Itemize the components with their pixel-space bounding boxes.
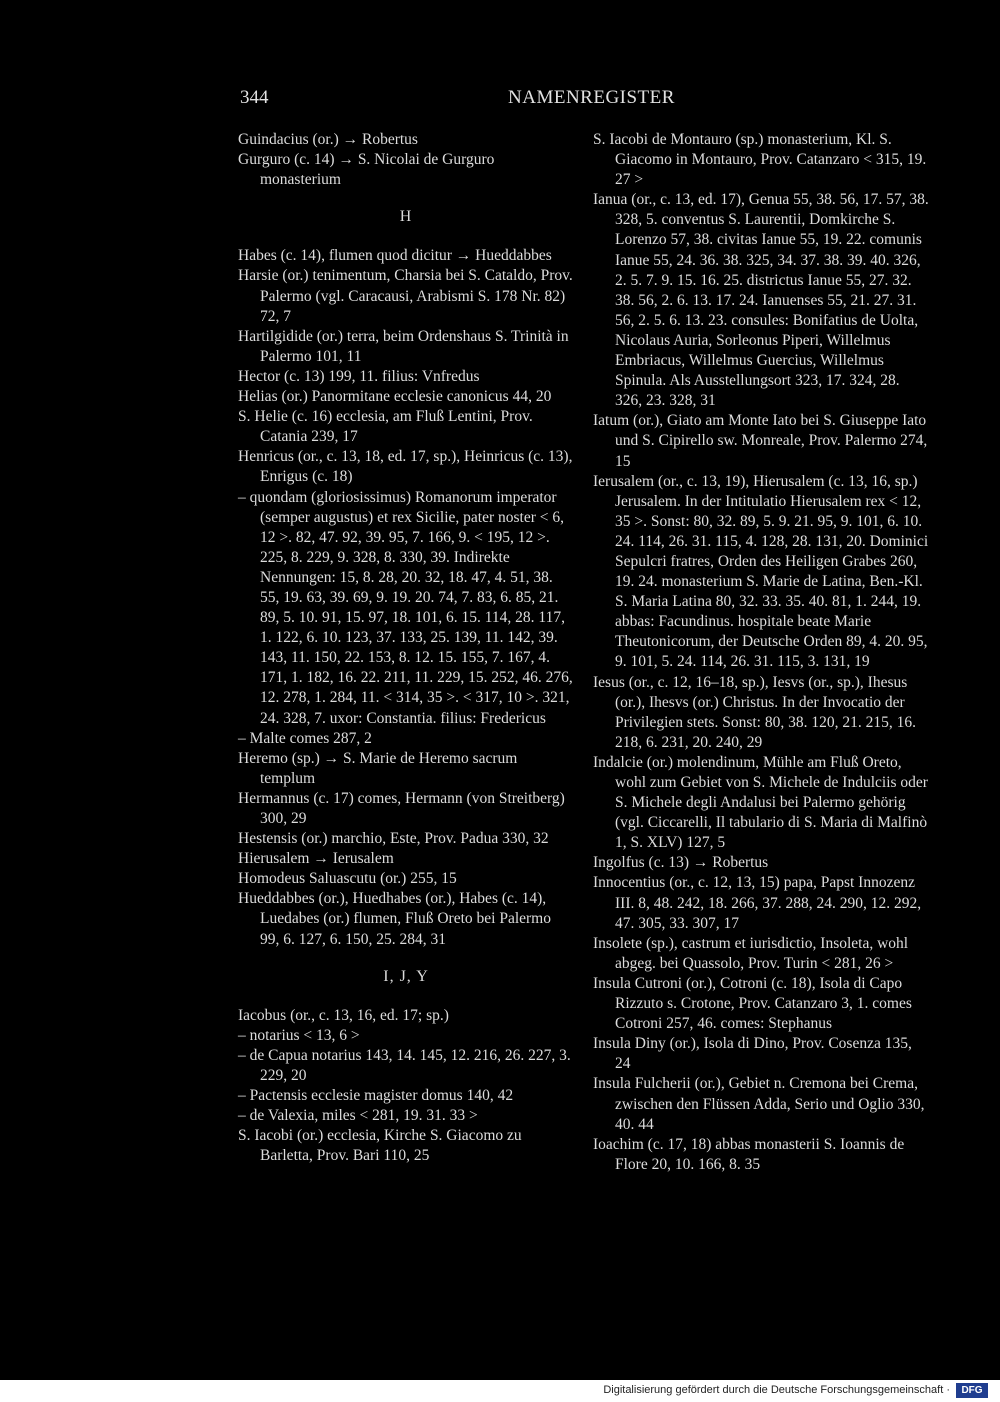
index-entry: Hector (c. 13) 199, 11. filius: Vnfredus (238, 367, 480, 385)
index-entry: S. Iacobi de Montauro (sp.) monasterium, Kl. S. Giacomo in Montauro, Prov. Catanzaro < 315, 19. 27 > (593, 131, 927, 189)
index-entry: Hestensis (or.) marchio, Este, Prov. Padua 330, 32 (238, 830, 549, 848)
index-entry: Insolete (sp.), castrum et iurisdictio, Insoleta, wohl abgeg. bei Quassolo, Prov. Turin < 281, 26 > (593, 934, 909, 972)
index-entry: Iesus (or., c. 12, 16–18, sp.), Iesvs (or., sp.), Ihesus (or.), Ihesvs (or.) Christus. In der Invocatio der Privilegien stets. Sonst: 80, 38. 120, 21. 215, 16. 218, 6. 231, 20. 240, 29 (593, 673, 916, 751)
index-entry: Hermannus (c. 17) comes, Hermann (von Streitberg) 300, 29 (238, 789, 565, 827)
index-entry: Insula Cutroni (or.), Cotroni (c. 18), Isola di Capo Rizzuto s. Crotone, Prov. Catanzaro 3, 1. comes Cotroni 257, 46. comes: Stephanus (593, 974, 912, 1033)
index-entry: – Pactensis ecclesie magister domus 140, 42 (238, 1087, 514, 1105)
index-entry: Gurguro (c. 14) → S. Nicolai de Gurguro monasterium (238, 151, 495, 189)
index-entry: Habes (c. 14), flumen quod dicitur → Hueddabbes (238, 247, 552, 265)
dfg-logo[interactable]: DFG (956, 1383, 988, 1398)
index-entry: Homodeus Saluascutu (or.) 255, 15 (238, 870, 457, 888)
index-entry: Ianua (or., c. 13, ed. 17), Genua 55, 38. 56, 17. 57, 38. 328, 5. conventus S. Laurentii, Domkirche S. Lorenzo 57, 38. civitas Ianue 55, 19. 22. comunis Ianue 55, 24. 36. 38. 325, 34. 37. 38. 39. 40. 326, 2. 5. 7. 9. 15. 16. 25. districtus Ianue 55, 27. 32. 38. 56, 2. 6. 13. 17. 24. Ianuenses 55, 21. 27. 31. 56, 2. 5. 6. 13. 23. consules: Bonifatius de Uolta, Nicolaus Auria, Sorleonus Piperi, Willelmus Embriacus, Willelmus Guercius, Willelmus Spinula. Als Ausstellungsort 323, 17. 324, 28. 326, 23. 328, 31 (593, 191, 929, 410)
index-entry: – de Valexia, miles < 281, 19. 31. 33 > (238, 1107, 478, 1125)
index-entry: Heremo (sp.) → S. Marie de Heremo sacrum templum (238, 749, 518, 787)
index-entry: Innocentius (or., c. 12, 13, 15) papa, Papst Innozenz III. 8, 48. 242, 18. 266, 37. 288, 24. 290, 12. 292, 47. 305, 33. 307, 17 (593, 874, 922, 932)
index-entry: Guindacius (or.) → Robertus (238, 131, 418, 148)
running-head: NAMENREGISTER (508, 87, 675, 108)
section-heading: H (399, 208, 413, 226)
index-entry: Harsie (or.) tenimentum, Charsia bei S. Cataldo, Prov. Palermo (vgl. Caracausi, Arabismi S. 178 Nr. 82) 72, 7 (238, 267, 573, 325)
index-entry: Hueddabbes (or.), Huedhabes (or.), Habes (c. 14), Luedabes (or.) flumen, Fluß Oreto bei Palermo 99, 6. 127, 6. 150, 25. 284, 31 (238, 890, 551, 948)
index-entry: – notarius < 13, 6 > (238, 1026, 360, 1044)
index-entry: Insula Diny (or.), Isola di Dino, Prov. Cosenza 135, 24 (593, 1035, 912, 1073)
left-column (238, 130, 574, 1167)
index-entry: Insula Fulcherii (or.), Gebiet n. Cremona bei Crema, zwischen den Flüssen Adda, Serio und Oglio 330, 40. 44 (593, 1075, 925, 1133)
index-entry: Henricus (or., c. 13, 18, ed. 17, sp.), Heinricus (c. 13), Enrigus (c. 18) (238, 448, 573, 486)
page-number: 344 (240, 87, 269, 108)
right-column (593, 130, 930, 1175)
index-entry: Ingolfus (c. 13) → Robertus (593, 854, 769, 872)
index-entry: Iatum (or.), Giato am Monte Iato bei S. Giuseppe Iato und S. Cipirello sw. Monreale, Prov. Palermo 274, 15 (593, 412, 928, 470)
index-entry: Iacobus (or., c. 13, 16, ed. 17; sp.) (238, 1006, 449, 1024)
index-entry: – de Capua notarius 143, 14. 145, 12. 216, 26. 227, 3. 229, 20 (238, 1046, 571, 1085)
index-entry: Indalcie (or.) molendinum, Mühle am Fluß Oreto, wohl zum Gebiet von S. Michele de Indulciis oder S. Michele degli Andalusi bei Palermo gehörig (vgl. Ciccarelli, Il tabulario di S. Maria di Malfinò 1, S. XLV) 127, 5 (593, 753, 928, 852)
index-entry: S. Helie (c. 16) ecclesia, am Fluß Lentini, Prov. Catania 239, 17 (238, 408, 533, 446)
index-entry: Hierusalem → Ierusalem (238, 850, 394, 868)
funding-credit: Digitalisierung gefördert durch die Deutsche Forschungsgemeinschaft · (603, 1384, 950, 1396)
index-entry: – quondam (gloriosissimus) Romanorum imperator (semper augustus) et rex Sicilie, pater noster < 6, 12 >. 82, 47. 92, 39. 95, 7. 166, 9. < 195, 12 >. 225, 8. 229, 9. 328, 8. 330, 39. Indirekte Nennungen: 15, 8. 28, 20. 32, 18. 47, 4. 51, 38. 55, 19. 63, 39. 69, 9. 19. 20. 74, 7. 83, 6. 85, 21. 89, 5. 10. 91, 15. 97, 18. 101, 6. 15. 114, 28. 117, 1. 122, 6. 10. 123, 37. 133, 25. 139, 11. 142, 39. 143, 11. 150, 22. 153, 8. 12. 15. 155, 7. 167, 4. 171, 1. 182, 16. 22. 211, 11. 229, 15. 252, 46. 276, 12. 278, 1. 284, 11. < 314, 35 >. < 317, 10 >. 321, 24. 328, 7. uxor: Constantia. filius: Fredericus (238, 488, 573, 727)
index-entry: Helias (or.) Panormitane ecclesie canonicus 44, 20 (238, 388, 552, 406)
section-heading: I, J, Y (383, 967, 429, 985)
footer-bar (0, 1380, 1000, 1402)
index-entry: Hartilgidide (or.) terra, beim Ordenshaus S. Trinità in Palermo 101, 11 (238, 327, 569, 365)
index-entry: – Malte comes 287, 2 (238, 729, 372, 747)
index-entry: Ierusalem (or., c. 13, 19), Hierusalem (c. 13, 16, sp.) Jerusalem. In der Intitulatio Hierusalem rex < 12, 35 >. Sonst: 80, 32. 89, 5. 9. 21. 95, 9. 101, 6. 10. 24. 114, 26. 31. 115, 4. 128, 28. 131, 20. Dominici Sepulcri fratres, Orden des Heiligen Grabes 260, 19. 24. monasterium S. Marie de Latina, Ben.-Kl. S. Maria Latina 80, 32. 33. 35. 40. 81, 1. 244, 19. abbas: Facundinus. hospitale beate Marie Theutonicorum, der Deutsche Orden 89, 4. 20. 95, 9. 101, 5. 24. 114, 26. 31. 115, 3. 131, 19 (593, 472, 929, 671)
index-entry: Ioachim (c. 17, 18) abbas monasterii S. Ioannis de Flore 20, 10. 166, 8. 35 (593, 1135, 905, 1173)
index-entry: S. Iacobi (or.) ecclesia, Kirche S. Giacomo zu Barletta, Prov. Bari 110, 25 (238, 1127, 522, 1165)
